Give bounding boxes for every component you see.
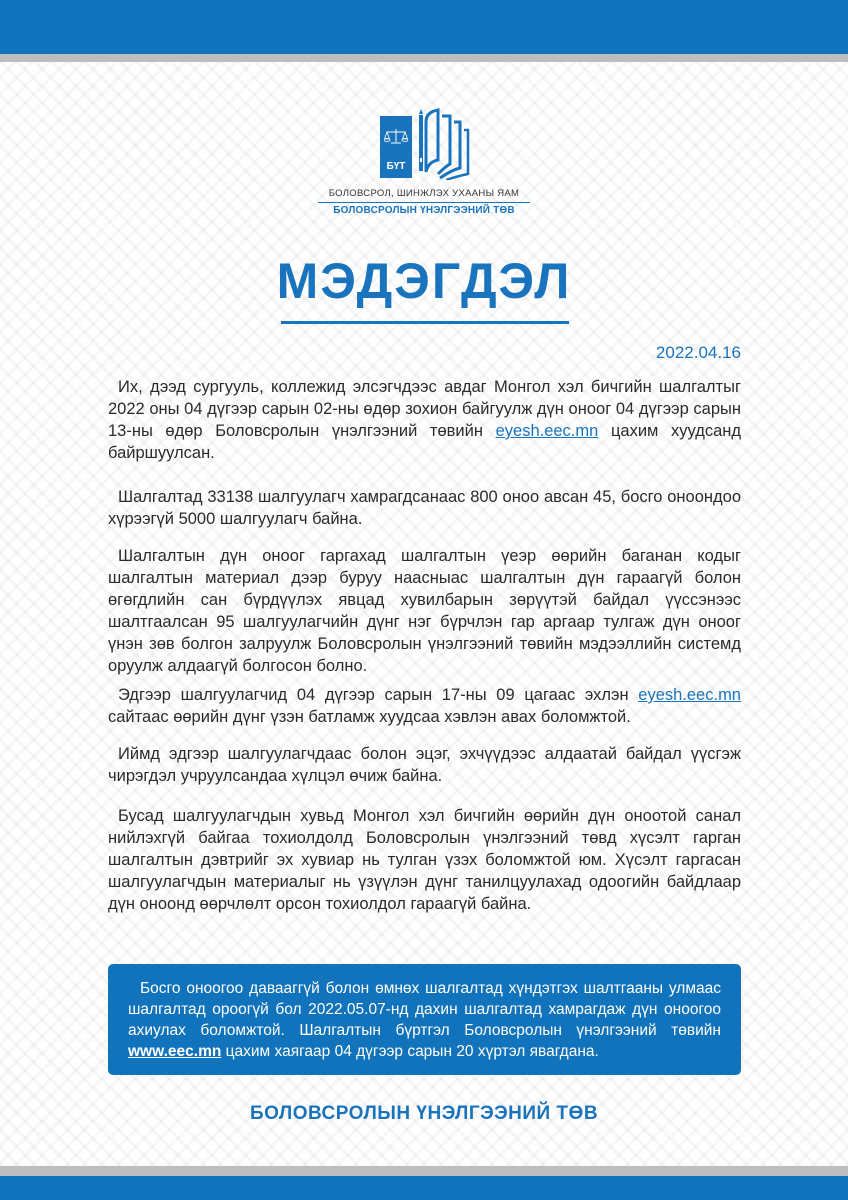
top-gray-strip (0, 54, 848, 62)
paragraph-1 (108, 376, 741, 464)
eyesh-link[interactable]: eyesh.eec.mn (495, 422, 599, 440)
paragraph-text: Эдгээр шалгуулагчид 04 дүгээр сарын 17-ны 09 цагаас эхлэн (118, 686, 639, 704)
pencil-icon (419, 115, 423, 171)
open-book-icon (416, 108, 470, 180)
logo-mark (380, 108, 470, 180)
notice-text: Босго оноогоо давааггүй болон өмнөх шалгалтад хүндэтгэх шалтгааны улмаас шалгалтад ороогүй бол 2022.05.07-нд дахин шалгалтад хамрагдаж дүн оноогоо ахиулах боломжтой. Шалгалтын бүртгэл Боловсролын үнэлгээний төвийн (128, 980, 721, 1039)
announcement-date: 2022.04.16 (655, 343, 741, 362)
paragraph-5 (108, 743, 741, 787)
eec-link[interactable]: www.eec.mn (128, 1043, 222, 1060)
eyesh-link[interactable]: eyesh.eec.mn (638, 686, 741, 704)
logo-badge-text: БҮТ (386, 161, 406, 172)
notice-box (108, 964, 741, 1075)
top-banner-bar (0, 0, 848, 54)
paragraph-4 (108, 684, 741, 728)
bottom-banner-bar (0, 1176, 848, 1200)
paragraph-text: Бусад шалгуулагчдын хувьд Монгол хэл бичгийн өөрийн дүн оноотой санал нийлэхгүй байгаа тохиолдолд Боловсролын үнэлгээний төвд хүсэлт гарган шалгалтын дэвтрийг эх хувиар нь тулган үзэх боломжтой юм. Хүсэлт гаргасан шалгуулагчдын материалыг нь үзүүлэн дүнг танилцуулахад одоогийн байдлаар дүн оноонд өөрчлөлт орсон тохиолдол гараагүй байна. (108, 807, 741, 913)
bottom-gray-strip (0, 1166, 848, 1176)
title-underline (281, 321, 569, 324)
notice-text: цахим хаягаар 04 дүгээр сарын 20 хүртэл явагдана. (221, 1043, 599, 1060)
scales-icon (384, 128, 408, 146)
paragraph-text: сайтаас өөрийн дүнг үзэн батламж хуудсаа хэвлэн авах боломжтой. (108, 708, 631, 726)
footer-organization: БОЛОВСРОЛЫН ҮНЭЛГЭЭНИЙ ТӨВ (249, 1103, 599, 1124)
paragraph-text: Иймд эдгээр шалгуулагчдаас болон эцэг, эхчүүдээс алдаатай байдал үүсгэж чирэгдэл учруулсандаа хүлцэл өчиж байна. (108, 745, 741, 785)
ministry-name: БОЛОВСРОЛ, ШИНЖЛЭХ УХААНЫ ЯАМ (328, 188, 520, 199)
paragraph-3 (108, 545, 741, 677)
logo-divider (318, 202, 530, 203)
paragraph-2 (108, 486, 741, 530)
paragraph-text: Шалгалтын дүн оноог гаргахад шалгалтын үеэр өөрийн баганан кодыг шалгалтын материал дээр буруу наасныас шалгалтын дүн гараагүй болон өгөгдлийн сан бүрдүүлэх явцад хувилбарын зөрүүтэй байдал үүссэнээс шалтгаалсан 95 шалгуулагчийн дүнг нэг бүрчлэн гар аргаар тулгаж дүн оноог үнэн зөв болгон залруулж Боловсролын үнэлгээний төвийн мэдээллийн системд оруулж алдаагүй болгосон болно. (108, 547, 741, 675)
paragraph-6 (108, 805, 741, 915)
organization-name: БОЛОВСРОЛЫН ҮНЭЛГЭЭНИЙ ТӨВ (333, 205, 515, 216)
paragraph-text: цахим хуудсанд байршуулсан. (108, 422, 741, 462)
page-title: МЭДЭГДЭЛ (276, 253, 572, 309)
paragraph-text: Их, дээд сургууль, коллежид элсэгчдээс авдаг Монгол хэл бичгийн шалгалтыг 2022 оны 04 дүгээр сарын 02-ны өдөр зохион байгуулж дүн оноог 04 дүгээр сарын 13-ны өдөр Боловсролын үнэлгээний төвийн (108, 378, 741, 440)
paragraph-text: Шалгалтад 33138 шалгуулагч хамрагдсанаас 800 оноо авсан 45, босго оноондоо хүрээгүй 5000 шалгуулагч байна. (108, 488, 741, 528)
logo-badge (380, 116, 412, 178)
